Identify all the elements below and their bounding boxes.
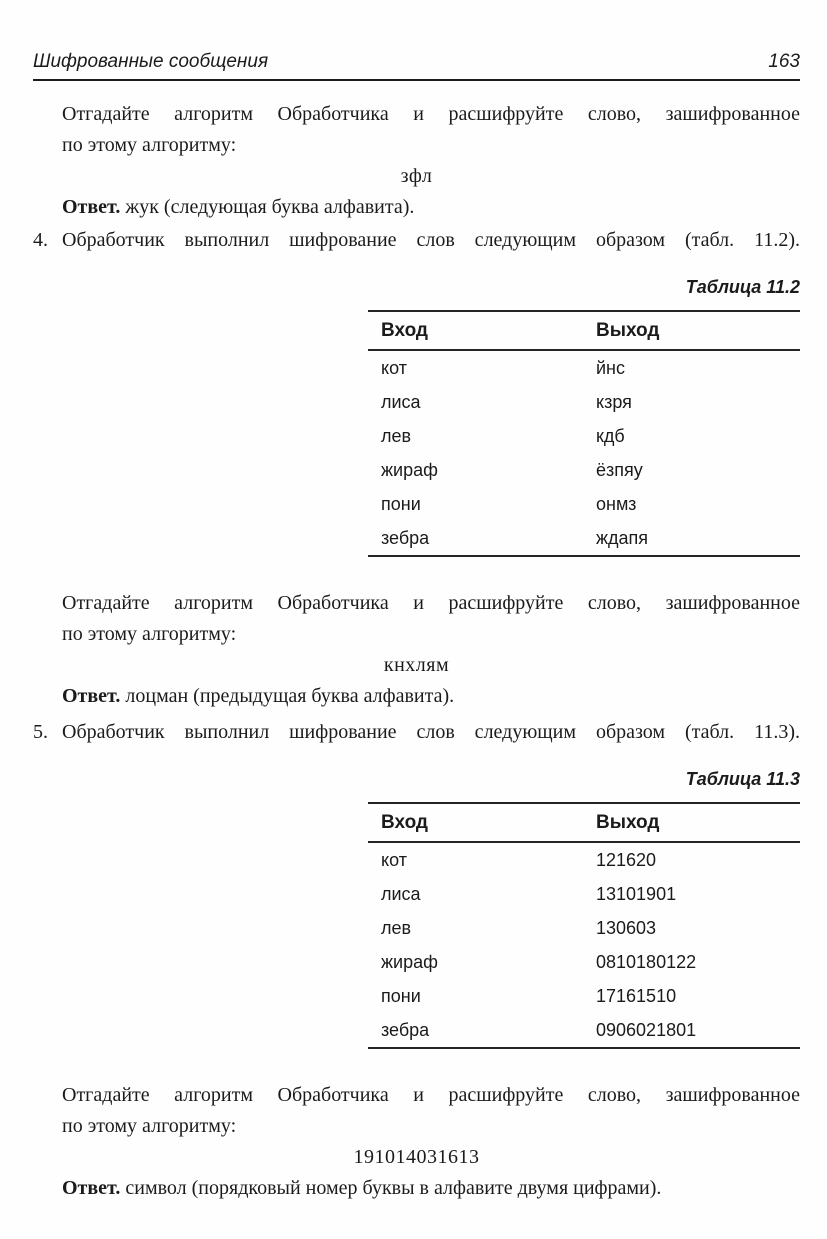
table-row — [368, 453, 800, 487]
cell-input: зебра — [381, 527, 430, 548]
cell-output: 17161510 — [596, 985, 677, 1006]
cell-input: лев — [381, 425, 412, 446]
table-row — [368, 877, 800, 911]
table-header-row — [368, 311, 800, 350]
table-row — [368, 385, 800, 419]
table-caption-11-3: Таблица 11.3 — [685, 769, 800, 789]
prompt-line: по этому алгоритму: — [62, 134, 237, 156]
cell-input: кот — [381, 849, 407, 870]
cell-output: 13101901 — [596, 883, 677, 904]
cipher-word-3: 191014031613 — [353, 1146, 480, 1168]
chapter-title: Шифрованные сообщения — [33, 51, 269, 72]
page-content — [33, 99, 800, 1204]
answer-text: символ (порядковый номер буквы в алфавите двумя цифрами). — [125, 1177, 662, 1199]
cell-input: кот — [381, 357, 407, 378]
table-row — [368, 521, 800, 556]
list-text-5: Обработчик выполнил шифрование слов следующим образом (табл. 11.3). — [62, 721, 800, 743]
cell-input: лиса — [381, 883, 421, 904]
cipher-word-1: зфл — [400, 165, 433, 187]
prompt-line: Отгадайте алгоритм Обработчика и расшифруйте слово, зашифрованное — [62, 103, 800, 125]
answer-line-2 — [62, 681, 800, 712]
table-caption-11-2: Таблица 11.2 — [685, 277, 800, 297]
answer-label: Ответ. — [62, 685, 121, 707]
col-header-output: Выход — [583, 311, 800, 350]
cell-input: лев — [381, 917, 412, 938]
cell-input: жираф — [381, 951, 438, 972]
table-row — [368, 419, 800, 453]
prompt-paragraph-1 — [62, 99, 800, 161]
table-row — [368, 350, 800, 385]
cipher-word-2: кнхлям — [383, 654, 450, 676]
prompt-line: Отгадайте алгоритм Обработчика и расшифруйте слово, зашифрованное — [62, 592, 800, 614]
table-row — [368, 979, 800, 1013]
prompt-line: по этому алгоритму: — [62, 623, 237, 645]
answer-text: лоцман (предыдущая буква алфавита). — [125, 685, 455, 707]
cell-input: лиса — [381, 391, 421, 412]
cell-input: жираф — [381, 459, 438, 480]
cell-input: пони — [381, 493, 421, 514]
cell-output: ёзпяу — [596, 459, 643, 480]
list-item-4 — [33, 225, 800, 256]
list-number-5: 5. — [33, 721, 48, 743]
cell-output: онмз — [596, 493, 637, 514]
table-row — [368, 911, 800, 945]
table-block-11-3 — [368, 768, 800, 1049]
cell-output: 130603 — [596, 917, 657, 938]
list-number-4: 4. — [33, 229, 48, 251]
cell-input: зебра — [381, 1019, 430, 1040]
table-block-11-2 — [368, 276, 800, 557]
cipher-table-11-2 — [368, 310, 800, 557]
col-header-output: Выход — [583, 803, 800, 842]
table-header-row — [368, 803, 800, 842]
answer-label: Ответ. — [62, 196, 121, 218]
running-head — [33, 0, 800, 81]
prompt-line: Отгадайте алгоритм Обработчика и расшифруйте слово, зашифрованное — [62, 1084, 800, 1106]
table-row — [368, 1013, 800, 1048]
page-number: 163 — [768, 51, 800, 72]
cell-input: пони — [381, 985, 421, 1006]
prompt-paragraph-2 — [62, 588, 800, 650]
table-row — [368, 945, 800, 979]
list-text-4: Обработчик выполнил шифрование слов следующим образом (табл. 11.2). — [62, 229, 800, 251]
cell-output: кзря — [596, 391, 632, 412]
cell-output: кдб — [596, 425, 625, 446]
answer-text: жук (следующая буква алфавита). — [125, 196, 415, 218]
prompt-line: по этому алгоритму: — [62, 1115, 237, 1137]
col-header-input: Вход — [368, 311, 583, 350]
cell-output: 0906021801 — [596, 1019, 697, 1040]
prompt-paragraph-3 — [62, 1080, 800, 1142]
table-row — [368, 487, 800, 521]
cell-output: йнс — [596, 357, 625, 378]
cell-output: 0810180122 — [596, 951, 697, 972]
col-header-input: Вход — [368, 803, 583, 842]
table-row — [368, 842, 800, 877]
list-item-5 — [33, 717, 800, 748]
answer-line-1 — [62, 192, 800, 223]
cell-output: ждапя — [596, 527, 649, 548]
cell-output: 121620 — [596, 849, 657, 870]
answer-label: Ответ. — [62, 1177, 121, 1199]
cipher-table-11-3 — [368, 802, 800, 1049]
answer-line-3 — [62, 1173, 800, 1204]
